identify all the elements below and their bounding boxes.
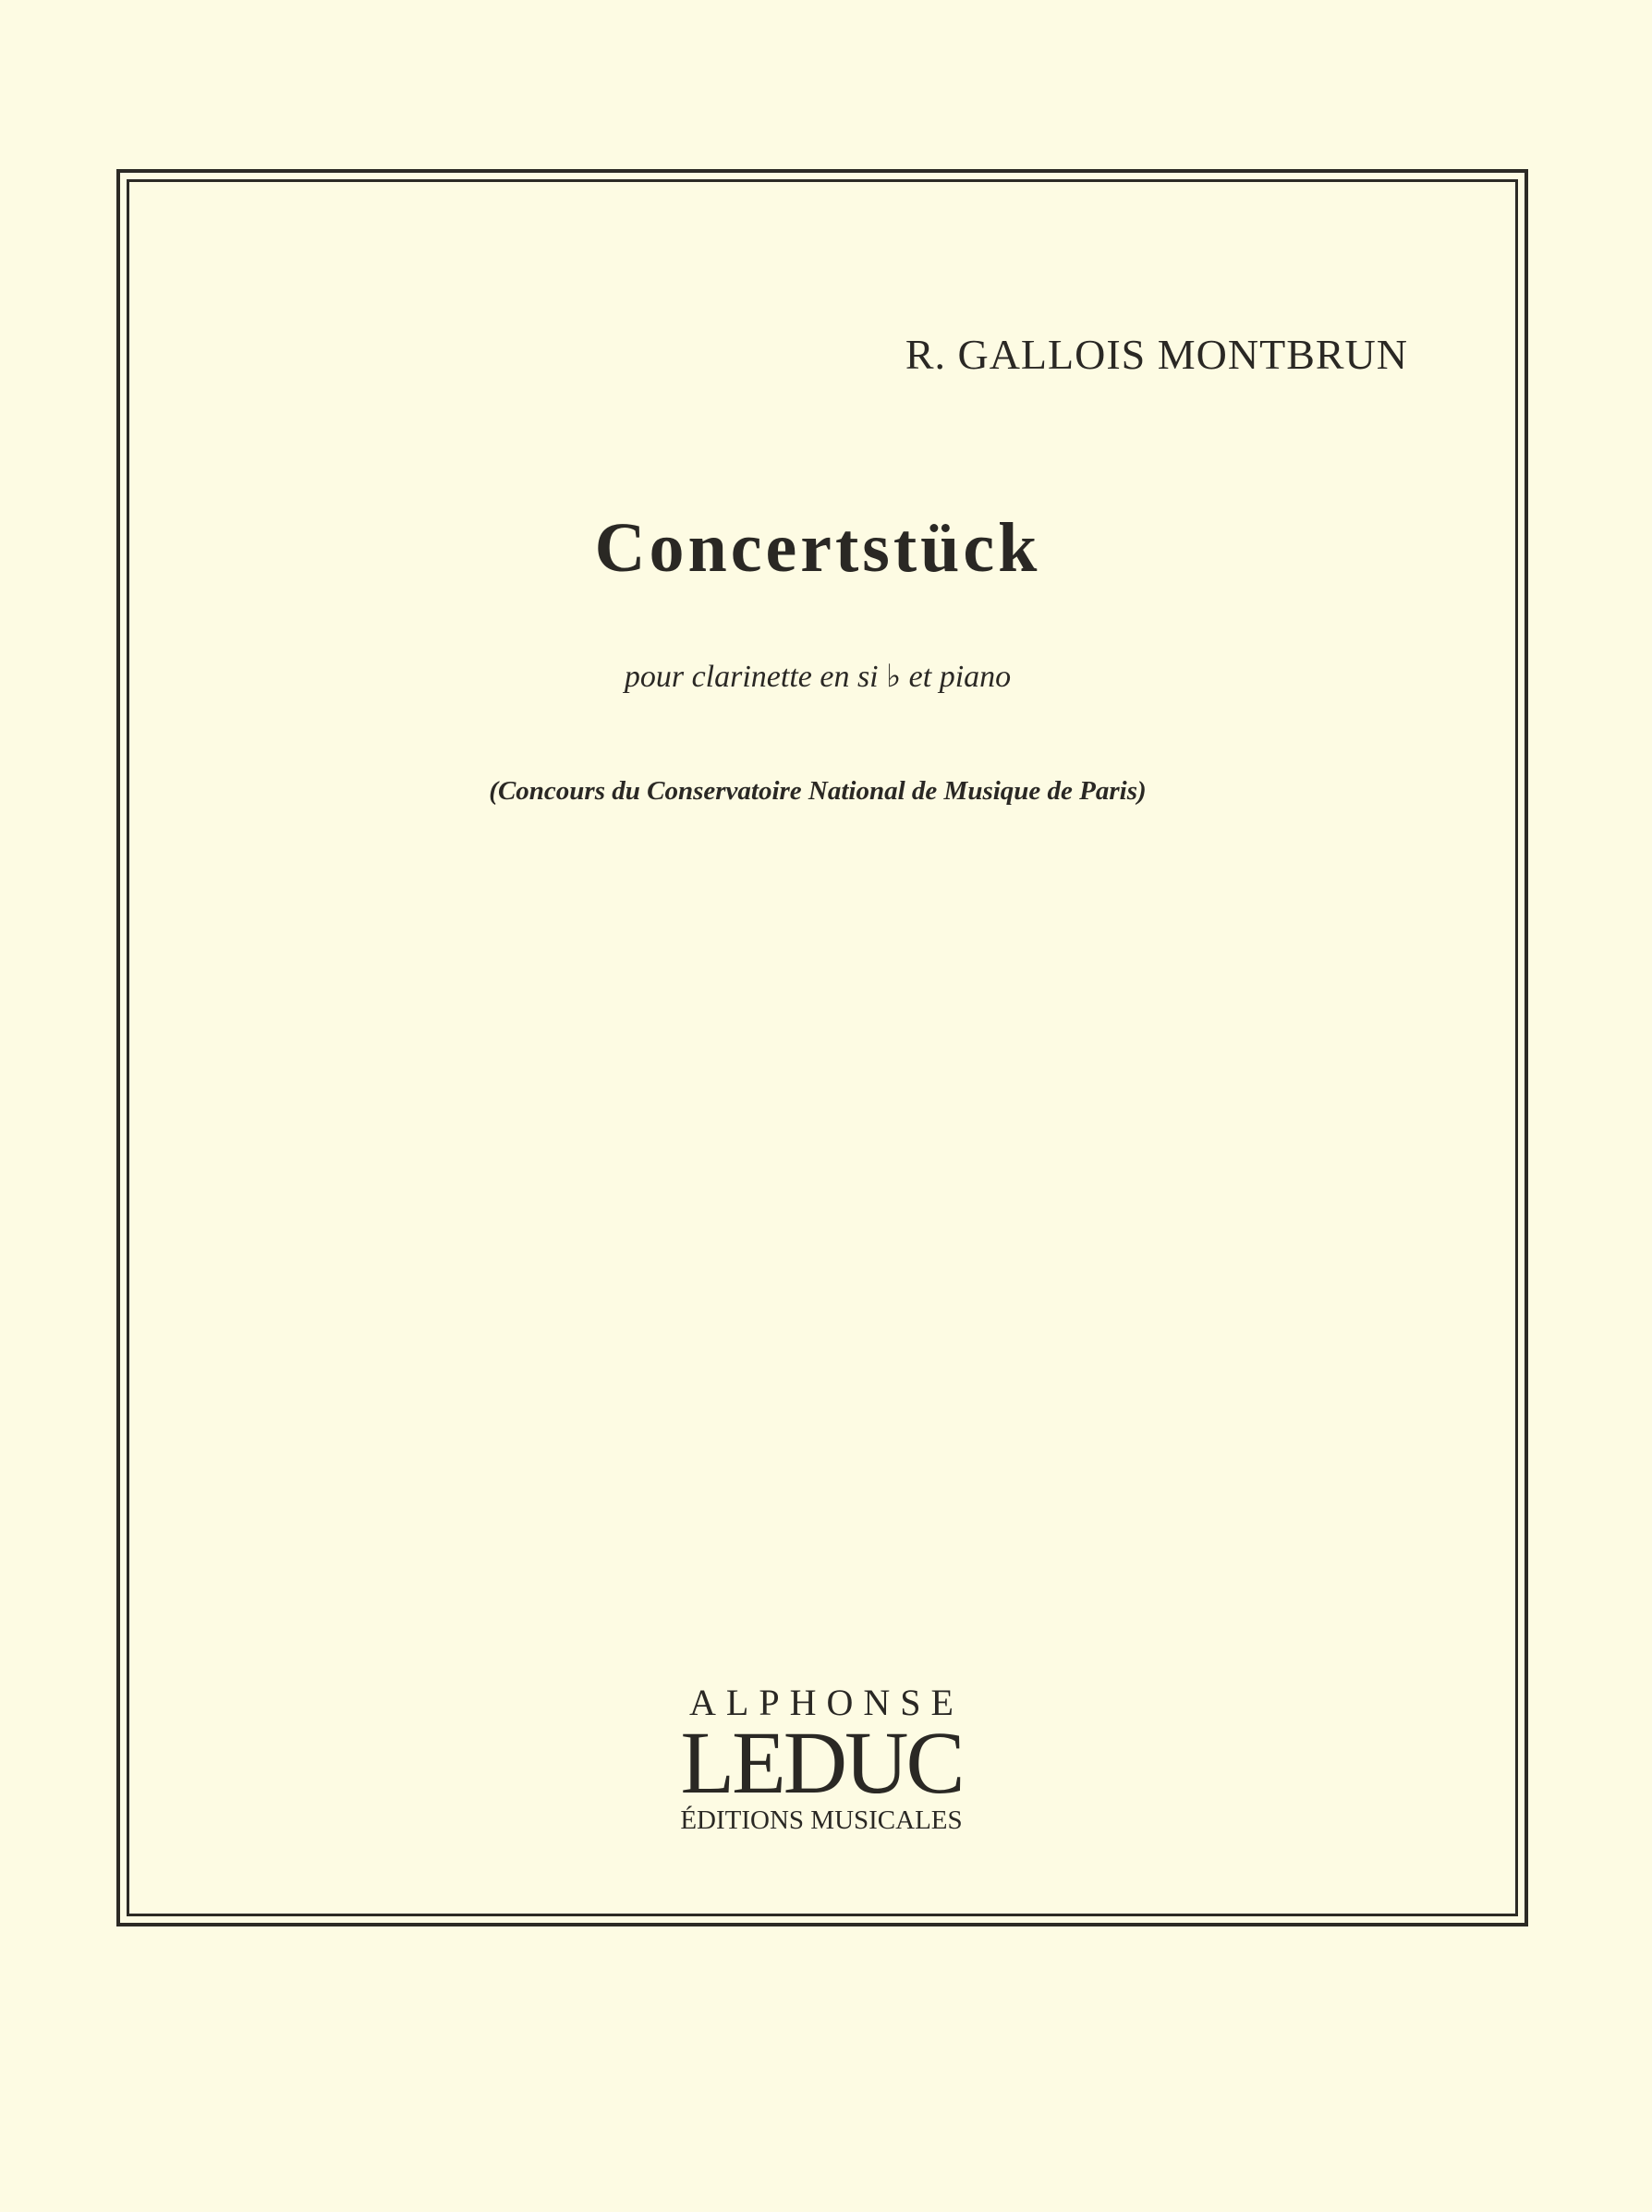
publisher-last-name: LEDUC [680,1713,963,1812]
publisher-logo [665,1682,978,1839]
competition-note: (Concours du Conservatoire National de Musique de Paris) [489,776,1147,806]
work-title: Concertstück [594,509,1041,587]
publisher-tagline: ÉDITIONS MUSICALES [680,1805,963,1835]
publisher-first-name: ALPHONSE [689,1682,964,1723]
inner-border [127,179,1518,1916]
instrumentation-subtitle: pour clarinette en si ♭ et piano [624,660,1012,694]
composer-name: R. GALLOIS MONTBRUN [905,331,1408,378]
